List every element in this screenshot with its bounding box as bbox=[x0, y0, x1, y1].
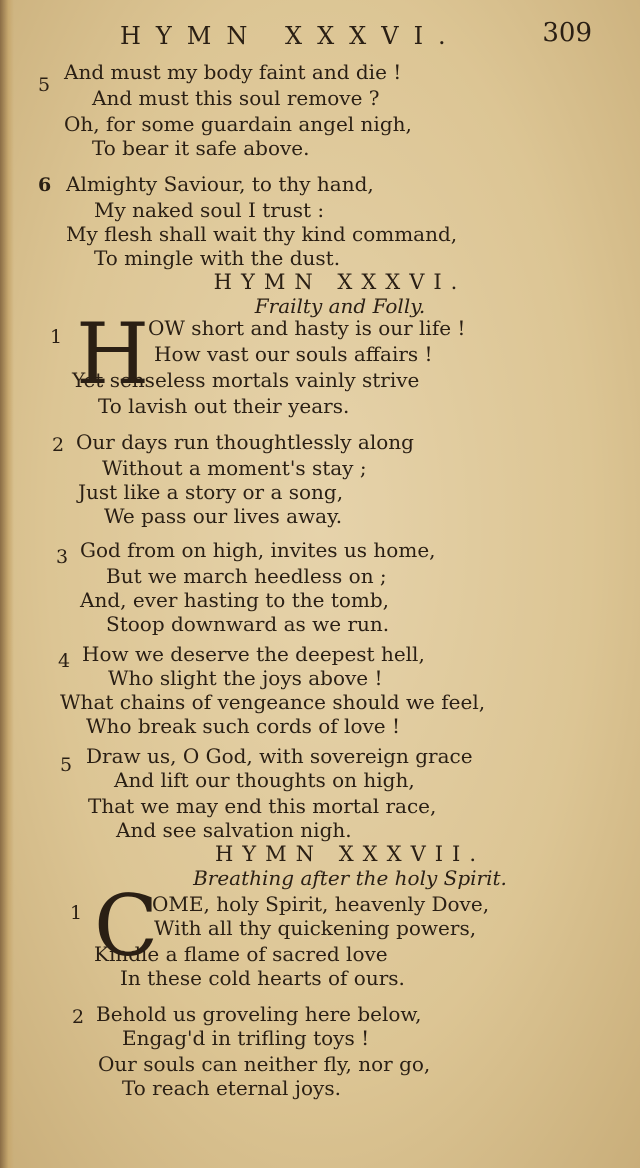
verse-line: God from on high, invites us home, bbox=[80, 538, 436, 562]
verse-number: 1 bbox=[70, 902, 83, 924]
verse-number: 5 bbox=[38, 74, 51, 96]
verse-line: Oh, for some guardain angel nigh, bbox=[64, 112, 412, 136]
verse-line: My naked soul I trust : bbox=[94, 198, 325, 222]
verse-line: OW short and hasty is our life ! bbox=[148, 316, 466, 340]
hymn-37-heading: HYMN XXXVII. bbox=[214, 842, 485, 866]
drop-cap: H bbox=[76, 305, 150, 403]
verse-line: Who slight the joys above ! bbox=[108, 666, 383, 690]
verse-line: Kindle a flame of sacred love bbox=[94, 942, 388, 966]
page-edge-shadow bbox=[0, 0, 14, 1168]
verse-line: And lift our thoughts on high, bbox=[114, 768, 415, 792]
verse-line: And must this soul remove ? bbox=[92, 86, 380, 110]
verse-line: To reach eternal joys. bbox=[122, 1076, 341, 1100]
verse-line: And see salvation nigh. bbox=[116, 818, 352, 842]
hymn-36-heading: HYMN XXXVI. bbox=[213, 270, 467, 294]
hymn-37-subtitle: Breathing after the holy Spirit. bbox=[193, 866, 507, 890]
verse-line: To mingle with the dust. bbox=[94, 246, 341, 270]
page-number: 309 bbox=[542, 18, 592, 48]
verse-line: Draw us, O God, with sovereign grace bbox=[86, 744, 473, 768]
verse-line: Stoop downward as we run. bbox=[106, 612, 390, 636]
verse-line: Almighty Saviour, to thy hand, bbox=[66, 172, 374, 196]
verse-line: Just like a story or a song, bbox=[78, 480, 344, 504]
verse-number: 6 bbox=[38, 174, 52, 196]
verse-line: How vast our souls affairs ! bbox=[154, 342, 433, 366]
verse-number: 4 bbox=[58, 650, 71, 672]
verse-line: But we march heedless on ; bbox=[106, 564, 387, 588]
verse-line: Yet senseless mortals vainly strive bbox=[72, 368, 420, 392]
verse-line: What chains of vengeance should we feel, bbox=[60, 690, 486, 714]
verse-line: How we deserve the deepest hell, bbox=[82, 642, 425, 666]
verse-number: 3 bbox=[56, 546, 69, 568]
verse-line: We pass our lives away. bbox=[104, 504, 343, 528]
verse-number: 2 bbox=[72, 1006, 85, 1028]
verse-line: With all thy quickening powers, bbox=[154, 916, 477, 940]
verse-line: Engag'd in trifling toys ! bbox=[122, 1026, 370, 1050]
verse-line: OME, holy Spirit, heavenly Dove, bbox=[152, 892, 490, 916]
verse-line: Our souls can neither fly, nor go, bbox=[98, 1052, 431, 1076]
running-head bbox=[120, 18, 600, 52]
verse-line: My flesh shall wait thy kind command, bbox=[66, 222, 458, 246]
verse-number: 1 bbox=[50, 326, 63, 348]
hymn-36-subtitle: Frailty and Folly. bbox=[254, 294, 426, 318]
verse-line: Our days run thoughtlessly along bbox=[76, 430, 414, 454]
verse-line: To bear it safe above. bbox=[92, 136, 310, 160]
verse-line: To lavish out their years. bbox=[98, 394, 350, 418]
verse-line: Behold us groveling here below, bbox=[96, 1002, 422, 1026]
verse-line: That we may end this mortal race, bbox=[88, 794, 437, 818]
verse-number: 5 bbox=[60, 754, 73, 776]
verse-number: 2 bbox=[52, 434, 65, 456]
verse-line: And must my body faint and die ! bbox=[64, 60, 402, 84]
verse-line: And, ever hasting to the tomb, bbox=[80, 588, 390, 612]
drop-cap: C bbox=[94, 877, 159, 975]
verse-line: In these cold hearts of ours. bbox=[120, 966, 405, 990]
verse-line: Who break such cords of love ! bbox=[86, 714, 401, 738]
running-title: HYMN XXXVI. bbox=[120, 22, 461, 50]
verse-line: Without a moment's stay ; bbox=[102, 456, 367, 480]
